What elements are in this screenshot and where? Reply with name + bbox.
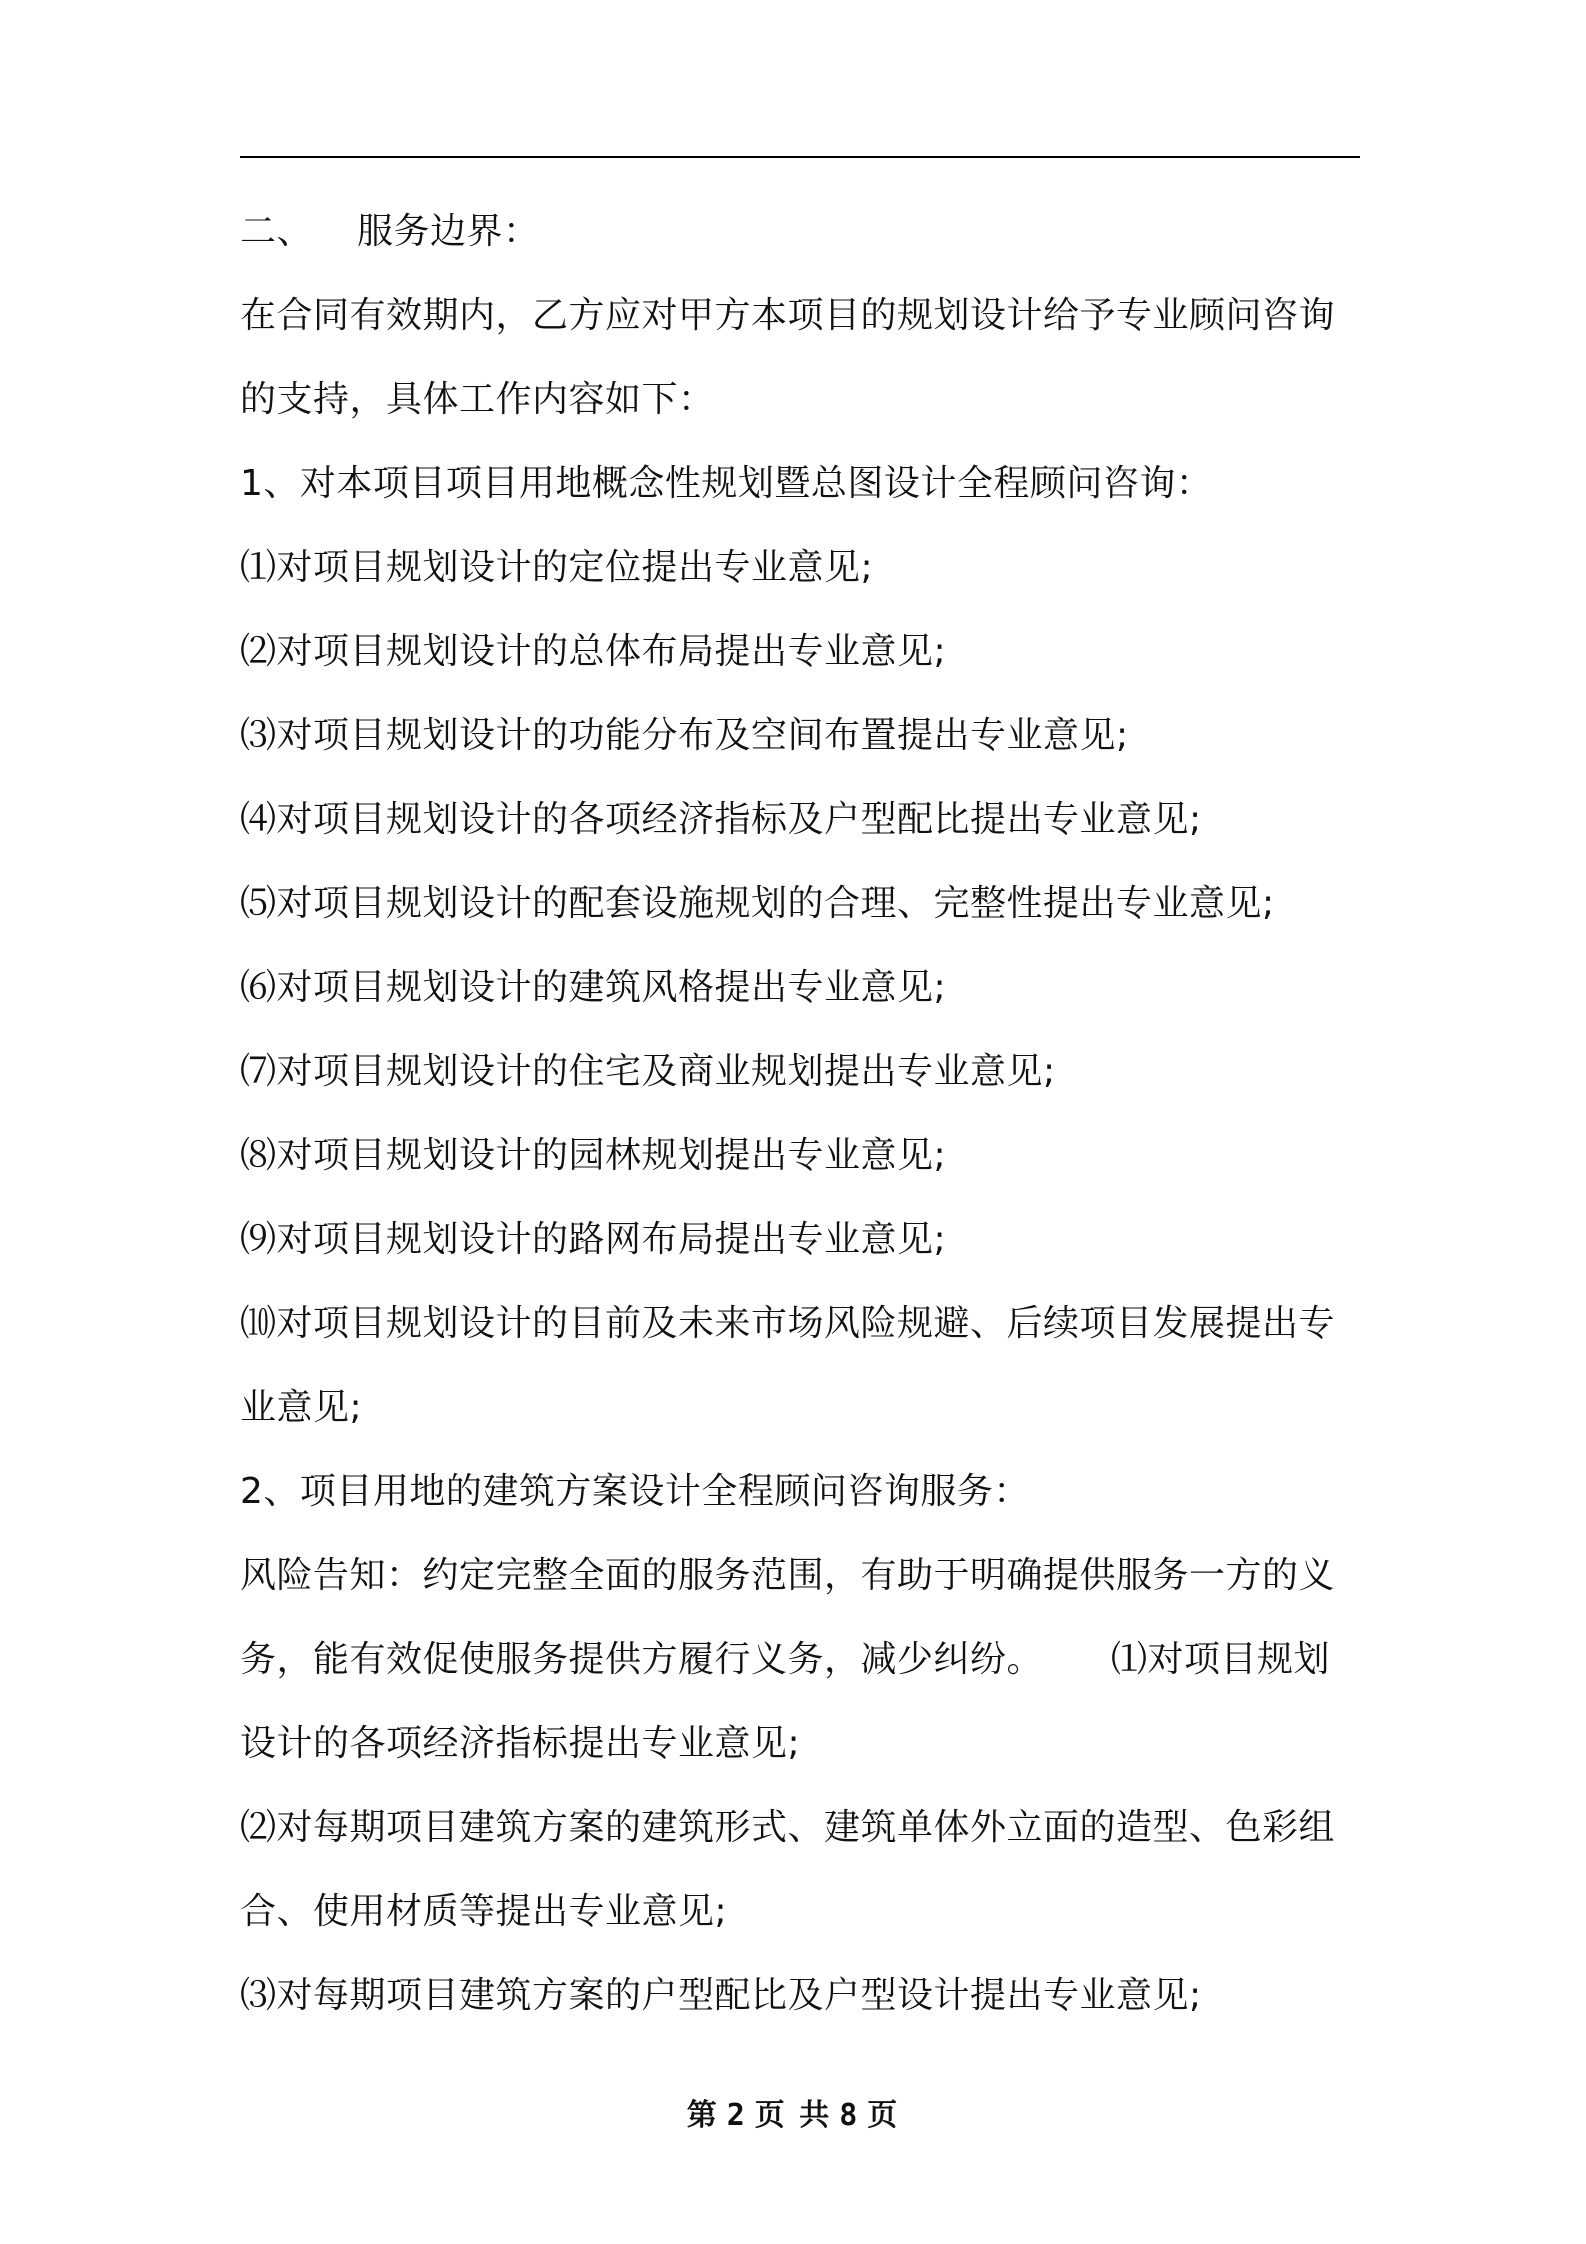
part1-item-6: ⑹对项目规划设计的建筑风格提出专业意见; xyxy=(240,967,947,1008)
part2-risk-paragraph xyxy=(240,1534,1362,1786)
footer-prefix: 第 xyxy=(686,2098,719,2133)
section-heading-number: 二、 xyxy=(240,211,314,252)
part1-item-5: ⑸对项目规划设计的配套设施规划的合理、完整性提出专业意见; xyxy=(240,883,1275,924)
part2-item-1: ⑴对项目规划设计的各项经济指标提出专业意见; xyxy=(240,1639,1331,1764)
section-heading xyxy=(240,190,1362,274)
part1-title: 1、对本项目项目用地概念性规划暨总图设计全程顾问咨询： xyxy=(240,463,1213,504)
part1-item-10: ⑽对项目规划设计的目前及未来市场风险规避、后续项目发展提出专业意见; xyxy=(240,1303,1336,1428)
footer-middle: 页 共 xyxy=(754,2098,832,2133)
part1-item-3: ⑶对项目规划设计的功能分布及空间布置提出专业意见; xyxy=(240,715,1129,756)
part2-title: 2、项目用地的建筑方案设计全程顾问咨询服务： xyxy=(240,1471,1030,1512)
part2-item-2: ⑵对每期项目建筑方案的建筑形式、建筑单体外立面的造型、色彩组合、使用材质等提出专业意见; xyxy=(240,1807,1336,1932)
part2-item-3: ⑶对每期项目建筑方案的户型配比及户型设计提出专业意见; xyxy=(240,1975,1202,2016)
part1-item-7: ⑺对项目规划设计的住宅及商业规划提出专业意见; xyxy=(240,1051,1056,1092)
document-body xyxy=(240,190,1362,2038)
intro-paragraph: 在合同有效期内，乙方应对甲方本项目的规划设计给予专业顾问咨询的支持，具体工作内容如下： xyxy=(240,295,1336,420)
section-heading-title: 服务边界： xyxy=(357,211,540,252)
part1-item-9: ⑼对项目规划设计的路网布局提出专业意见; xyxy=(240,1219,947,1260)
part1-item-4: ⑷对项目规划设计的各项经济指标及户型配比提出专业意见; xyxy=(240,799,1202,840)
part1-item-1: ⑴对项目规划设计的定位提出专业意见; xyxy=(240,547,874,588)
page-footer xyxy=(0,2090,1586,2134)
risk-notice: 风险告知：约定完整全面的服务范围，有助于明确提供服务一方的义务，能有效促使服务提供方履行义务，减少纠纷。 xyxy=(240,1555,1336,1680)
part1-item-8: ⑻对项目规划设计的园林规划提出专业意见; xyxy=(240,1135,947,1176)
footer-suffix: 页 xyxy=(867,2098,900,2133)
header-rule xyxy=(240,156,1360,158)
footer-total-pages: 8 xyxy=(839,2098,860,2133)
part1-item-2: ⑵对项目规划设计的总体布局提出专业意见; xyxy=(240,631,947,672)
footer-current-page: 2 xyxy=(726,2098,747,2133)
